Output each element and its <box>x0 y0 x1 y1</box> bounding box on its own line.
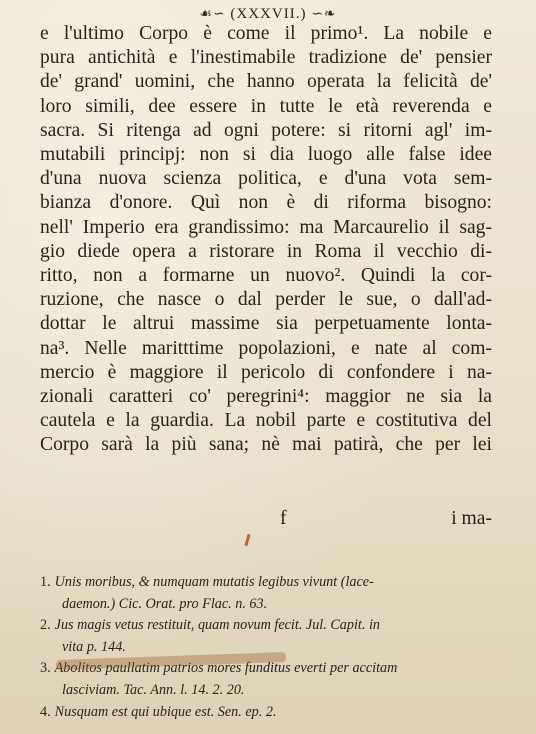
main-text <box>40 22 492 458</box>
page-header <box>0 6 536 23</box>
text-line: mercio è maggiore il pericolo di confondere i na- <box>40 361 492 383</box>
catchword: i ma- <box>451 508 492 529</box>
footnote-number: 1. <box>40 574 51 590</box>
text-line: e l'ultimo Corpo è come il primo¹. La nobile e <box>40 23 492 44</box>
text-line: mutabili principj: non si dia luogo alle false idee <box>40 144 492 166</box>
text-line: loro simili, dee essere in tutte le età reverenda e <box>40 95 492 117</box>
left-ornament-icon: ☙∽ <box>199 7 226 22</box>
text-line: na³. Nelle maritttime popolazioni, e nate al com- <box>40 337 492 359</box>
text-line: bianza d'onore. Quì non è di riforma bisogno: <box>40 192 492 214</box>
right-ornament-icon: ∽❧ <box>311 7 337 22</box>
text-line: dottar le altrui massime sia perpetuamente lonta- <box>40 313 492 335</box>
text-line: cautela e la guardia. La nobil parte e costitutiva del <box>40 410 492 432</box>
signature-mark: f <box>280 508 287 529</box>
footnote-text: Abolitos paullatim patrios mores funditus everti per accitam <box>54 660 398 677</box>
text-line: pura antichità e l'inestimabile tradizione de' pensier <box>40 47 492 69</box>
ink-mark <box>244 534 250 546</box>
footnote <box>40 572 500 615</box>
text-line: Corpo sarà la più sana; nè mai patirà, che per lei <box>40 434 492 456</box>
footnote-text: daemon.) Cic. Orat. pro Flac. n. 63. <box>62 595 268 612</box>
text-line: d'una nuova scienza politica, e d'una vota sem- <box>40 168 492 190</box>
footnote-text: Nusquam est qui ubique est. Sen. ep. 2. <box>54 703 277 720</box>
footnote-text: vita p. 144. <box>62 638 126 655</box>
footnotes <box>40 572 500 723</box>
text-line: sacra. Si ritenga ad ogni potere: si ritorni agl' im- <box>40 119 492 141</box>
text-line: gio diede opera a ristorare in Roma il vecchio di- <box>40 240 492 262</box>
text-line: ruzione, che nasce o dal perder le sue, o dall'ad- <box>40 289 492 311</box>
footnote-number: 3. <box>40 660 51 677</box>
text-line: zionali caratteri co' peregrini⁴: maggior ne sia la <box>40 386 492 408</box>
footnote-text: Jus magis vetus restituit, quam novum fecit. Jul. Capit. in <box>54 617 380 634</box>
footnote-text: Unis moribus, & numquam mutatis legibus vivunt (lace- <box>54 574 374 590</box>
footnote <box>40 702 500 724</box>
text-line: ritto, non a formarne un nuovo². Quindi la cor- <box>40 265 492 287</box>
page-footer-line <box>40 508 492 532</box>
page-number: (XXXVII.) <box>230 6 307 22</box>
text-line: de' grand' uomini, che hanno operata la felicità de' <box>40 71 492 93</box>
footnote-number: 4. <box>40 703 51 720</box>
footnote-number: 2. <box>40 617 51 634</box>
footnote-text: lasciviam. Tac. Ann. l. 14. 2. 20. <box>62 681 245 698</box>
text-line: nell' Imperio era grandissimo: ma Marcaurelio il sag- <box>40 216 492 238</box>
